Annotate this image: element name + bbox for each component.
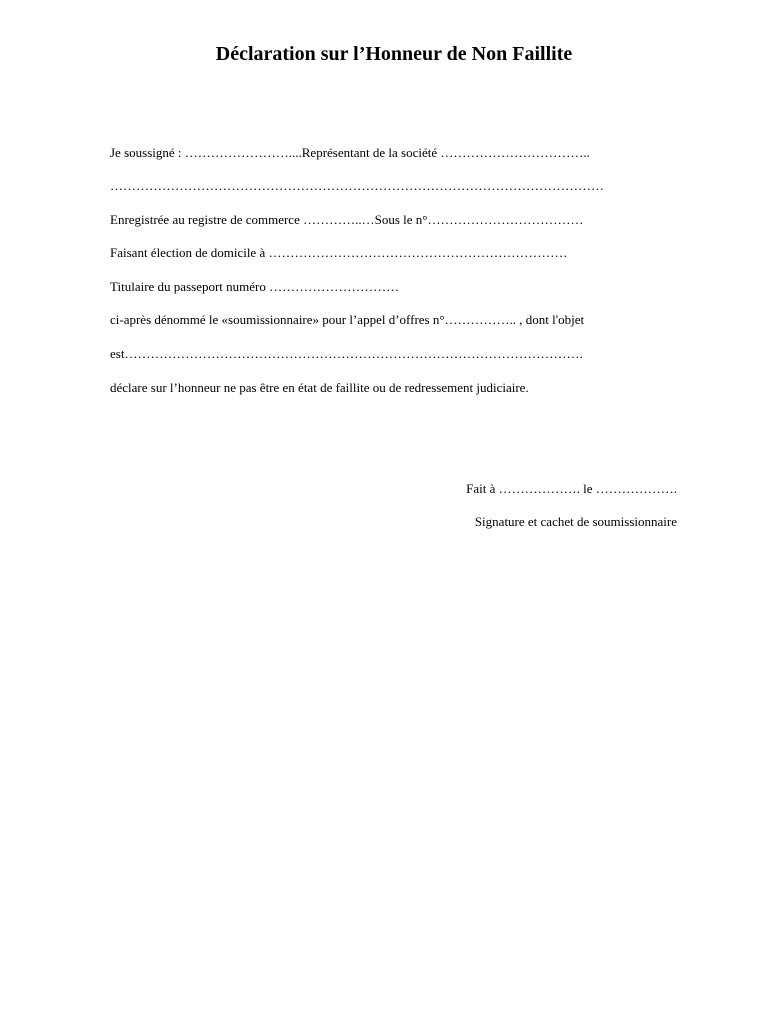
- document-title: Déclaration sur l’Honneur de Non Faillite: [215, 43, 573, 65]
- place-date-line: Fait à ………………. le ……………….: [466, 481, 677, 496]
- declaration-statement: déclare sur l’honneur ne pas être en état de faillite ou de redressement judiciaire.: [110, 380, 529, 395]
- tender-reference-line: ci-après dénommé le «soumissionnaire» pour l’appel d’offres n°…………….. , dont l'objet: [110, 312, 585, 327]
- tender-object-line: est…………………………………………………………………………………………….: [110, 346, 583, 361]
- commerce-registry-line: Enregistrée au registre de commerce …………..…Sous le n°………………………………: [110, 212, 584, 227]
- declarant-name-line: Je soussigné : ……………………....Représentant de la société ……………………………..: [110, 145, 590, 160]
- passport-line: Titulaire du passeport numéro …………………………: [110, 279, 400, 294]
- company-continuation-line: ……………………………………………………………………………………………………: [110, 178, 604, 193]
- signature-line: Signature et cachet de soumissionnaire: [474, 514, 677, 529]
- domicile-line: Faisant élection de domicile à ……………………………………………………………: [110, 245, 568, 260]
